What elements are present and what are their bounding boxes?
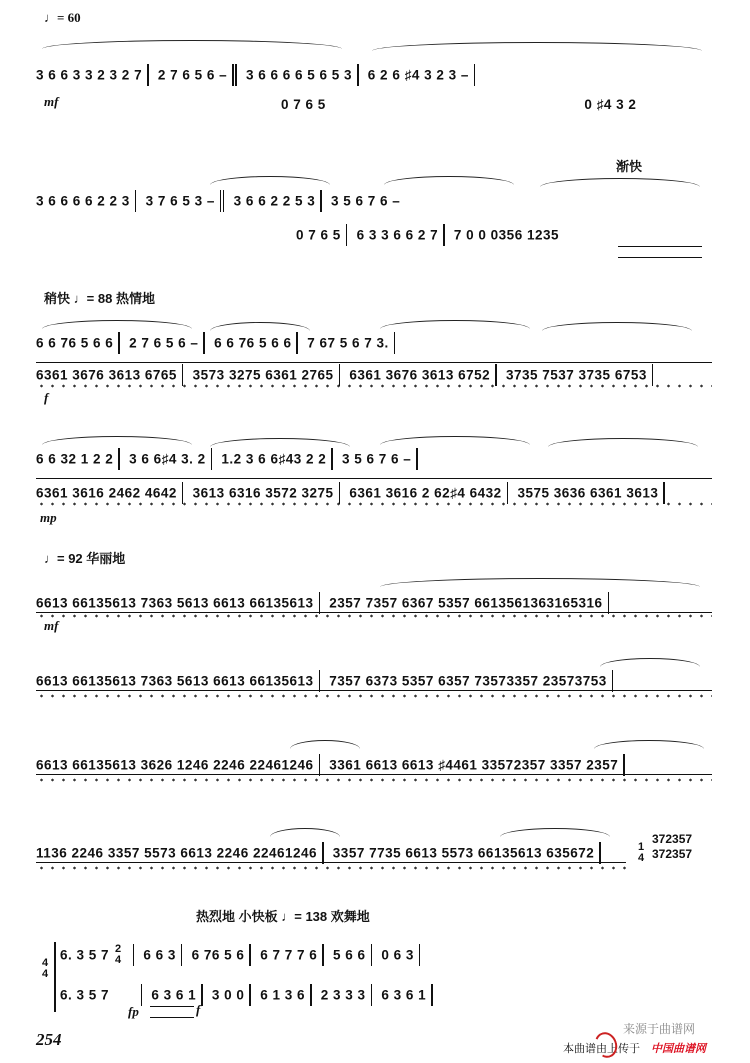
system-6-upper: 6613 66135613 7363 5613 6613 66135613 7357 6373 5357 6357 73573357 23573753 [36, 670, 712, 692]
phrase-slur [42, 40, 342, 49]
system-4-lower: 6361 3616 2462 4642 3613 6316 3572 3275 6361 3616 2 62♯4 6432 3575 3636 6361 3613 [36, 482, 712, 504]
phrase-slur [42, 320, 192, 329]
dynamic-mf: mf [44, 618, 59, 633]
page-number: 254 [36, 1030, 62, 1049]
tempo-marking-88: 稍快 ♩= 88 热情地 [44, 291, 155, 306]
system-5-upper: 6613 66135613 7363 5613 6613 66135613 2357 7357 6367 5357 6613561363165316 [36, 592, 712, 614]
system-1-lower: 0 7 6 5 0 ♯4 3 2 [281, 96, 637, 112]
dynamic-fp: fp [128, 1004, 139, 1019]
phrase-slur [380, 320, 530, 329]
watermark-footer: 来源于曲谱网 本曲谱由上传于 中国曲谱网 [563, 1030, 743, 1058]
phrase-slur [600, 658, 700, 667]
crescendo-hairpin [618, 246, 702, 258]
system-9-upper: 6. 3 5 7 2 4 6 6 3 6 76 5 6 6 7 7 7 6 5 6 6 0 6 3 [60, 944, 700, 966]
phrase-slur [380, 436, 530, 445]
accelerando-marking: 渐快 [616, 159, 643, 174]
system-4-upper: 6 6 32 1 2 2 3 6 6♯4 3. 2 1.2 3 6 6♯43 2 2 3 5 6 7 6 – [36, 448, 712, 470]
phrase-slur [372, 42, 702, 51]
tempo-marking-92: ♩= 92 华丽地 [44, 551, 126, 566]
dynamic-mp: mp [40, 510, 57, 525]
phrase-slur [270, 828, 340, 837]
time-signature-1-4: 1 4 [637, 841, 645, 864]
system-2-lower: 0 7 6 5 6 3 3 6 6 2 7 7 0 0 0356 1235 [36, 224, 712, 246]
crescendo-hairpin [150, 1006, 194, 1018]
phrase-slur [210, 176, 330, 185]
phrase-slur [384, 176, 514, 185]
phrase-slur [210, 322, 310, 331]
system-1-upper: 3 6 6 3 3 2 3 2 7 2 7 6 5 6 – 3 6 6 6 6 5 6 5 3 6 2 6 ♯4 3 2 3 – [36, 64, 712, 86]
phrase-slur [42, 436, 192, 445]
final-chord: 372357 372357 [652, 832, 693, 861]
phrase-slur [548, 438, 698, 447]
treble-clef-icon [591, 1029, 621, 1061]
phrase-slur [380, 578, 700, 587]
phrase-slur [210, 438, 350, 447]
phrase-slur [290, 740, 360, 749]
dynamic-mf: mf [44, 94, 59, 109]
system-2-upper: 3 6 6 6 6 2 2 3 3 7 6 5 3 – 3 6 6 2 2 5 3 3 5 6 7 6 – [36, 190, 712, 212]
phrase-slur [594, 740, 704, 749]
system-7-upper: 6613 66135613 3626 1246 2246 22461246 3361 6613 6613 ♯4461 33572357 3357 2357 [36, 754, 712, 776]
system-9-lower: 6. 3 5 7 6 3 6 1 3 0 0 6 1 3 6 2 3 3 3 6 3 6 1 [60, 984, 700, 1006]
system-8-upper: 1136 2246 3357 5573 6613 2246 22461246 3357 7735 6613 5573 66135613 635672 [36, 842, 626, 864]
phrase-slur [540, 178, 700, 187]
tempo-marking-138: 热烈地 小快板 ♩= 138 欢舞地 [196, 909, 370, 924]
tempo-marking-60: ♩= 60 [44, 10, 81, 25]
system-3-lower: 6361 3676 3613 6765 3573 3275 6361 2765 6361 3676 3613 6752 3735 7537 3735 6753 [36, 364, 712, 386]
time-signature-4-4: 4 4 [41, 957, 49, 980]
phrase-slur [542, 322, 692, 331]
system-3-upper: 6 6 76 5 6 6 2 7 6 5 6 – 6 6 76 5 6 6 7 67 5 6 7 3. [36, 332, 712, 354]
dynamic-f: f [196, 1002, 201, 1017]
phrase-slur [500, 828, 610, 837]
dynamic-f: f [44, 390, 49, 405]
